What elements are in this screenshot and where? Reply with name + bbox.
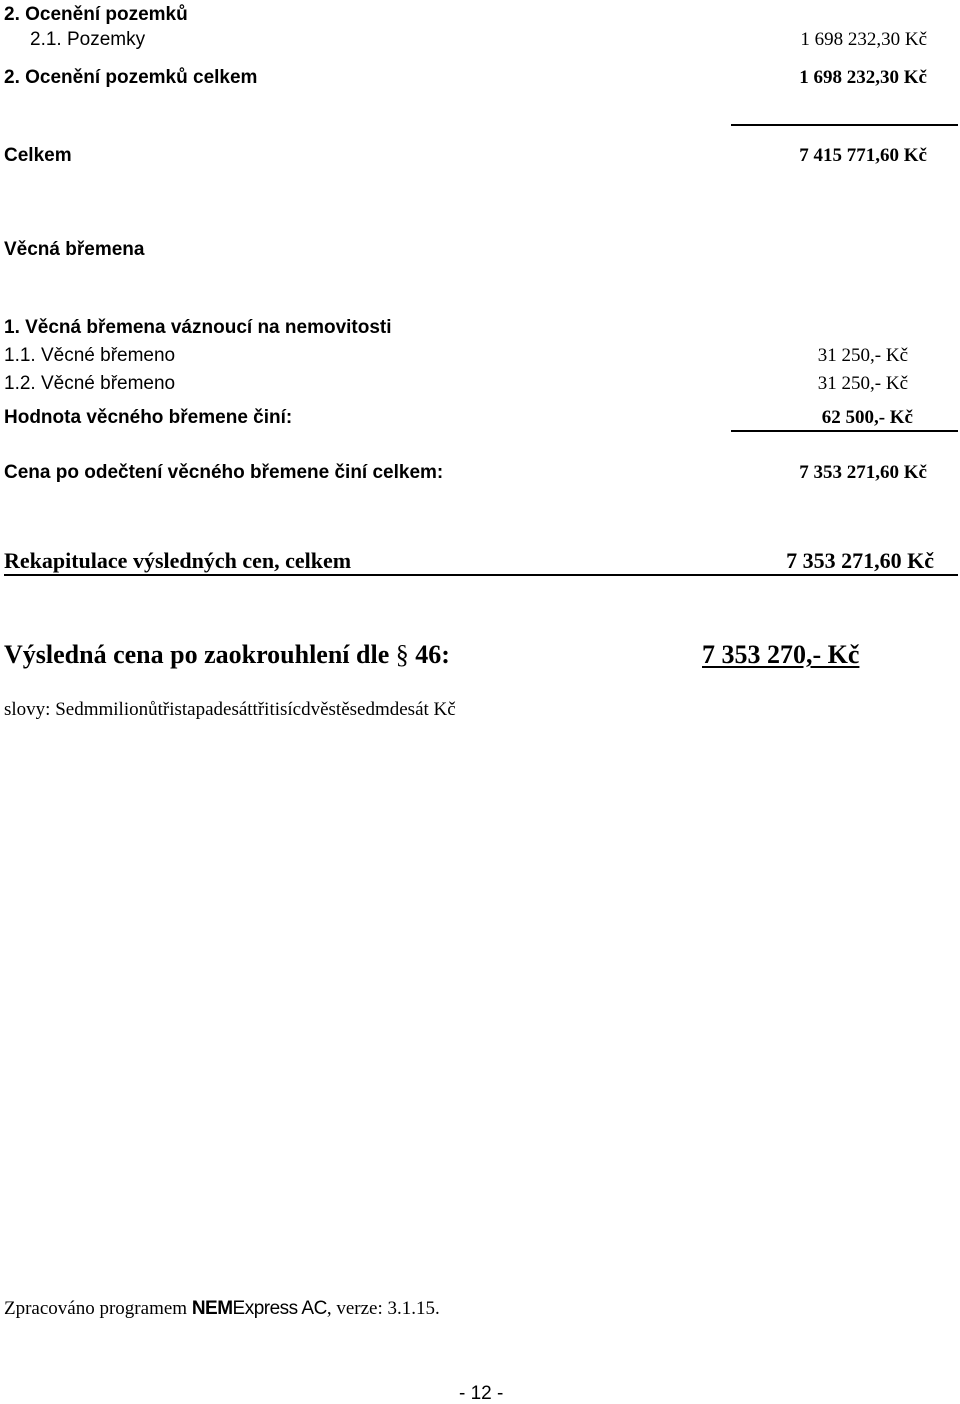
easement-item-value: 31 250,- Kč <box>817 345 908 366</box>
brand-logo-rest: Express AC <box>232 1298 327 1319</box>
easement-item-value: 31 250,- Kč <box>817 373 908 394</box>
easement-rule <box>731 430 958 432</box>
final-label <box>4 642 450 668</box>
easement-value-total: 62 500,- Kč <box>821 407 913 428</box>
final-label-prefix: Výsledná cena po zaokrouhlení dle <box>4 640 390 669</box>
recap-value: 7 353 271,60 Kč <box>786 548 934 573</box>
amount-in-words: slovy: Sedmmilionůtřistapadesáttřitisícdvěstěsedmdesát Kč <box>4 699 456 720</box>
final-label-suffix: 46: <box>415 640 450 669</box>
land-item-value: 1 698 232,30 Kč <box>800 29 927 50</box>
easement-item-label: 1.1. Věcné břemeno <box>4 345 176 366</box>
footer-processed-by <box>4 1299 440 1318</box>
recap-rule <box>4 574 958 576</box>
land-total-value: 1 698 232,30 Kč <box>799 67 927 88</box>
after-easement-label: Cena po odečtení věcného břemene činí celkem: <box>4 462 444 483</box>
after-easement-value: 7 353 271,60 Kč <box>799 462 927 483</box>
overall-label: Celkem <box>4 145 72 166</box>
brand-logo-bold: NEM <box>191 1298 233 1319</box>
overall-value: 7 415 771,60 Kč <box>799 145 927 166</box>
easements-title: Věcná břemena <box>4 239 145 260</box>
section-sign: § <box>395 640 409 669</box>
easement-value-label: Hodnota věcného břemene činí: <box>4 407 293 428</box>
footer-version: , verze: 3.1.15. <box>326 1298 440 1319</box>
footer-prefix: Zpracováno programem <box>4 1298 188 1319</box>
page-number: - 12 - <box>459 1383 504 1404</box>
land-item-label: 2.1. Pozemky <box>30 29 146 50</box>
easements-group-heading: 1. Věcná břemena váznoucí na nemovitosti <box>4 317 392 338</box>
recap-label: Rekapitulace výsledných cen, celkem <box>4 548 352 573</box>
total-rule <box>731 124 958 126</box>
land-heading: 2. Ocenění pozemků <box>4 4 188 25</box>
final-value: 7 353 270,- Kč <box>702 640 860 669</box>
land-total-label: 2. Ocenění pozemků celkem <box>4 67 258 88</box>
easement-item-label: 1.2. Věcné břemeno <box>4 373 176 394</box>
